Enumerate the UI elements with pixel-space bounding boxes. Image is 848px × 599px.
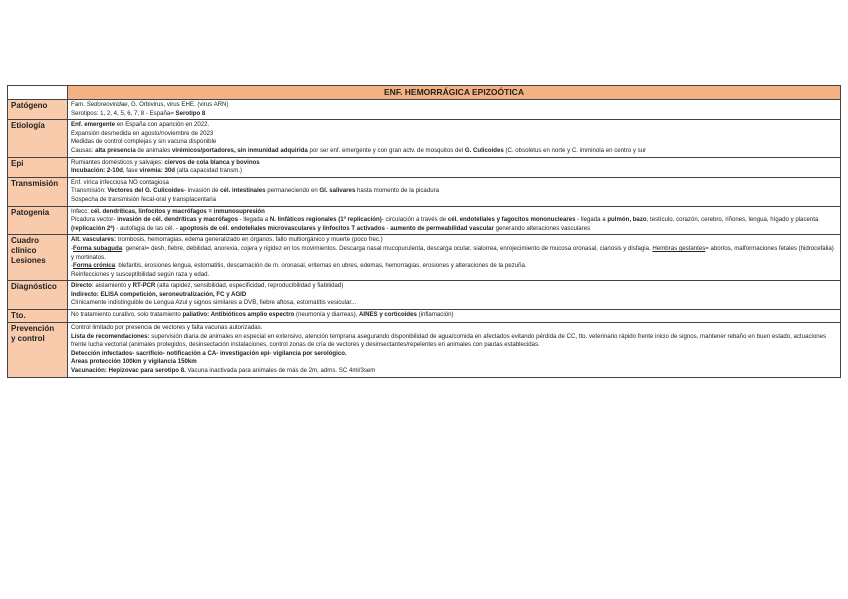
text-segment: Fam. — [71, 101, 87, 108]
row-label-text: Cuadro clínico — [11, 236, 39, 256]
text-segment: Forma subaguda — [73, 244, 123, 252]
text-segment: Medidas de control complejas y sin vacuna disponible — [71, 138, 217, 146]
text-segment: N. linfáticos regionales (1º replicación) — [269, 216, 382, 224]
content-line — [71, 208, 837, 217]
text-segment: Rumiantes domésticos y salvajes: — [71, 158, 165, 166]
text-segment: Expansión desmedida en agosto/noviembre de 2023 — [71, 129, 214, 137]
table-row — [8, 310, 841, 323]
text-segment: - llegada a — [575, 216, 608, 224]
row-content — [68, 281, 841, 310]
text-segment: Reinfecciones y susceptibilidad según raza y edad. — [71, 270, 210, 278]
table-row — [8, 323, 841, 378]
text-segment: No tratamiento curativo, solo tratamiento — [71, 311, 183, 319]
text-segment: - — [71, 262, 74, 270]
content-line — [71, 291, 837, 300]
row-label-text: Prevención — [11, 324, 55, 334]
row-label — [8, 157, 68, 177]
text-segment: permaneciendo en — [265, 187, 320, 195]
content-line — [71, 187, 837, 196]
table-body — [8, 100, 841, 378]
text-segment: trombosis, hemorragias, edema generalizado en órganos, fallo multiorgánico y muerte (poco frec.) — [116, 236, 383, 244]
row-content — [68, 310, 841, 323]
text-segment: (alta capacidad transm.) — [175, 167, 243, 175]
text-segment: Indirecto: ELISA competición, seroneutralización, FC y AGID — [71, 290, 247, 298]
row-content — [68, 206, 841, 235]
table-row — [8, 206, 841, 235]
content-line — [71, 159, 837, 168]
text-segment: Clínicamente indistinguible de Lengua Azul y signos similares a DVB, fiebre aftosa, estomatitis vesicular... — [71, 299, 357, 307]
text-segment: Hembras gestantes — [652, 244, 706, 252]
content-line — [71, 130, 837, 139]
row-label — [8, 206, 68, 235]
row-label-text: Diagnóstico — [11, 282, 57, 292]
content-line — [71, 350, 837, 359]
row-label — [8, 120, 68, 157]
content-line — [71, 101, 837, 110]
content-line — [71, 333, 837, 350]
text-segment: - llegada a — [237, 216, 270, 224]
row-content — [68, 323, 841, 378]
text-segment: Incubación: 2-10d — [71, 167, 123, 175]
content-line — [71, 311, 837, 320]
text-segment: paliativo: Antibióticos amplio espectro — [182, 311, 295, 319]
text-segment: apoptosis de cél. endoteliales microvasculares y linfocitos T activados — [179, 224, 385, 232]
text-segment: invasión de cél. dendríticas y macrófagos — [117, 216, 238, 224]
text-segment: - invasión de — [183, 187, 221, 195]
header-corner-cell — [8, 86, 68, 100]
text-segment: Sedoreoviridae — [86, 101, 128, 108]
text-segment: viremia: 30d — [139, 167, 175, 175]
content-line — [71, 271, 837, 280]
text-segment: de animales — [135, 146, 172, 154]
text-segment: Infecc: — [71, 207, 91, 215]
text-segment: por ser enf. emergente y con gran actv. de mosquitos del — [307, 146, 465, 154]
content-line — [71, 167, 837, 176]
row-label-text: Transmisión — [11, 178, 59, 188]
text-segment: Sospecha de transmisión fecal-oral y transplacentaria — [71, 195, 216, 203]
text-segment: (alta rapidez, sensibilidad, especificidad, reproducibilidad y fiabilidad) — [155, 282, 344, 290]
text-segment: generando alteraciones vasculares — [493, 224, 591, 232]
text-segment: alta presencia — [95, 146, 136, 154]
text-segment: Directo — [71, 282, 92, 290]
table-row — [8, 281, 841, 310]
row-content — [68, 235, 841, 281]
text-segment: Enf. emergente — [71, 121, 116, 129]
text-segment: pulmón, bazo — [607, 216, 647, 224]
text-segment: , G. Orbivirus, virus EHE. (virus ARN) — [127, 101, 229, 108]
text-segment: cél. dendríticas, linfocitos y macrófagos = inmunosupresión — [90, 207, 265, 215]
row-label-text: Patogenia — [11, 207, 50, 217]
row-content — [68, 100, 841, 120]
content-line — [71, 324, 837, 333]
row-content — [68, 157, 841, 177]
text-segment: (replicación 2ª) — [71, 224, 115, 232]
row-label-text: Tto. — [11, 311, 26, 321]
content-line — [71, 179, 837, 188]
row-label — [8, 100, 68, 120]
row-content — [68, 177, 841, 206]
text-segment: - — [71, 244, 74, 252]
text-segment: , fase — [122, 167, 140, 175]
text-segment: Picadura vector- — [71, 216, 118, 224]
text-segment: Gl. salivares — [319, 187, 356, 195]
table-row — [8, 100, 841, 120]
disease-table — [7, 85, 841, 378]
text-segment: G. Culicoides — [464, 146, 504, 154]
table-row — [8, 177, 841, 206]
text-segment: hasta momento de la picadura — [355, 187, 440, 195]
row-content — [68, 120, 841, 157]
content-line — [71, 216, 837, 233]
table-row — [8, 157, 841, 177]
text-segment: Forma crónica — [73, 262, 116, 270]
text-segment: Control limitado por presencia de vectores y falta vacunas autorizadas. — [71, 324, 263, 332]
content-line — [71, 147, 837, 156]
row-label-text: Etiología — [11, 121, 45, 131]
row-label-text: y control — [11, 334, 45, 344]
content-line — [71, 196, 837, 205]
row-label — [8, 235, 68, 281]
row-label — [8, 281, 68, 310]
text-segment: Vacuna inactivada para animales de más de 2m, adms. SC 4ml/3sem — [185, 367, 376, 375]
text-segment: Alt. vasculares: — [71, 236, 117, 244]
table-row — [8, 120, 841, 157]
text-segment: Serotipo 8 — [175, 109, 206, 117]
text-segment: virémicos/portadores, sin inmunidad adquirida — [171, 146, 308, 154]
row-label — [8, 177, 68, 206]
text-segment: (neumonía y diarreas), — [294, 311, 359, 319]
text-segment: Vacunación: Hepizovac para serotipo 8. — [71, 367, 186, 375]
text-segment: RT-PCR — [132, 282, 156, 290]
row-label — [8, 323, 68, 378]
text-segment: : aislamiento y — [92, 282, 133, 290]
text-segment: : blefaritis, erosiones lengua, estomatitis, descamación de m. oronasal, eritemas en ubres, edemas, hemorragias, erosiones y alteraciones de la pezuña. — [115, 262, 527, 270]
text-segment: (inflamación) — [416, 311, 454, 319]
text-segment: - — [384, 224, 391, 232]
text-segment: = abortos, malformaciones fetales (hidrocefalia) y mortinatos. — [71, 244, 834, 261]
text-segment: Áreas protección 100km y vigilancia 150km — [71, 358, 197, 366]
content-line — [71, 138, 837, 147]
text-segment: aumento de permeabilidad vascular — [390, 224, 494, 232]
text-segment: (C. obsoletus en norte y C. imminola en centro y sur — [503, 146, 647, 154]
text-segment: - circulación a través de — [381, 216, 448, 224]
text-segment: Causas: — [71, 146, 96, 154]
text-segment: : general= desh, fiebre, debilidad, anorexia, cojera y rigidez en los movimientos. Descarga nasal mucopurulenta, descarga ocular, sialorrea, enrojecimiento de mucosa oronasal, cianosis y disfagia. — [122, 244, 653, 252]
content-line — [71, 236, 837, 245]
text-segment: en España con aparición en 2022. — [115, 121, 210, 129]
text-segment: - autofagia de las cél. - — [114, 224, 180, 232]
row-label-text: Lesiones — [11, 256, 46, 266]
content-line — [71, 299, 837, 308]
table-row — [8, 235, 841, 281]
text-segment: cél. intestinales — [220, 187, 266, 195]
content-line — [71, 110, 837, 119]
text-segment: AINES y corticoides — [359, 311, 417, 319]
text-segment: Vectores del G. Culicoides — [107, 187, 184, 195]
text-segment: Lista de recomendaciones: — [71, 332, 150, 340]
text-segment: Serotipos: 1, 2, 4, 5, 6, 7, 8 - España= — [71, 109, 176, 117]
content-line — [71, 358, 837, 367]
content-line — [71, 245, 837, 262]
content-line — [71, 262, 837, 271]
text-segment: Transmisión: — [71, 187, 108, 195]
content-line — [71, 282, 837, 291]
row-label-text: Epi — [11, 158, 24, 168]
text-segment: Detección infectados- sacrificio- notificación a CA- investigación epi- vigilancia por serológico. — [71, 349, 347, 357]
row-label-text: Patógeno — [11, 101, 48, 110]
text-segment: Enf. vírica infecciosa NO contagiosa — [71, 178, 169, 186]
content-line — [71, 121, 837, 130]
table-title: ENF. HEMORRÁGICA EPIZOÓTICA — [68, 86, 841, 100]
text-segment: ciervos de cola blanca y bovinos — [164, 158, 260, 166]
content-line — [71, 367, 837, 376]
header-row — [8, 86, 841, 100]
text-segment: , testículo, corazón, cerebro, riñones, lengua, hígado y placenta — [646, 216, 819, 224]
text-segment: cél. endoteliales y fagocitos mononucleares — [447, 216, 576, 224]
row-label — [8, 310, 68, 323]
text-segment: supervisión diaria de animales en especial en extensivo, atención temprana asegurando disponibilidad de agua/comida en afectados evitando pérdida de CC, tto. veterinario rápido frente inicio de signos, mantener rebaño en buen estado, actuaciones frente lucha vectorial (animales protegidos, desinsectación instalaciones, control zonas de cría de vectores y desinsectantes/repelentes en animales con pautas establecidas. — [71, 332, 827, 349]
